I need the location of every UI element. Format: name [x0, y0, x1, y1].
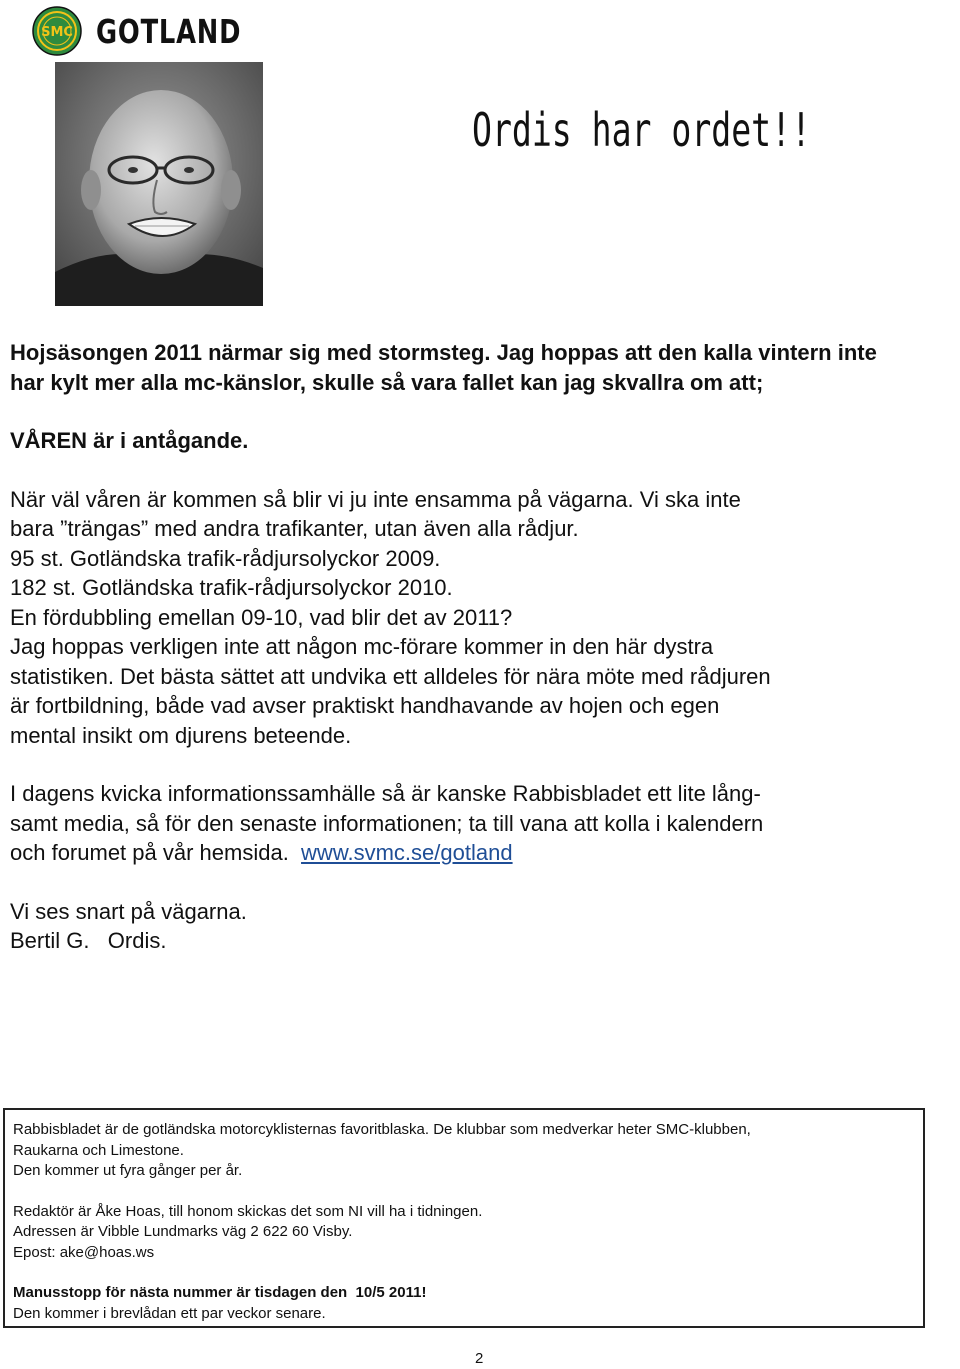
website-link[interactable]: www.svmc.se/gotland [301, 840, 513, 865]
deer-line: mental insikt om djurens beteende. [10, 722, 352, 748]
spring-line: VÅREN är i antågande. [10, 428, 249, 453]
info-box-line: Adressen är Vibble Lundmarks väg 2 622 60 Visby. [13, 1223, 353, 1240]
info-box-line: Rabbisbladet är de gotländska motorcyklisternas favoritblaska. De klubbar som medverkar heter SMC-klubben, [13, 1121, 751, 1138]
deer-line: När väl våren är kommen så blir vi ju inte ensamma på vägarna. Vi ska inte [10, 486, 741, 512]
deer-line: En fördubbling emellan 09-10, vad blir det av 2011? [10, 604, 513, 630]
signature-line: Bertil G. Ordis. [10, 928, 167, 953]
page-number: 2 [475, 1350, 484, 1367]
info-box-line: Epost: ake@hoas.ws [13, 1243, 155, 1261]
deadline-line: Manusstopp för nästa nummer är tisdagen den 10/5 2011! [13, 1284, 427, 1301]
article-body [10, 338, 910, 956]
portrait-photo-icon [55, 62, 263, 306]
info-box-line: Raukarna och Limestone. [13, 1141, 184, 1159]
logo-text: SMC [41, 25, 73, 40]
page-headline: Ordis har ordet!! [472, 103, 811, 157]
deer-line: är fortbildning, både vad avser praktiskt handhavande av hojen och egen [10, 693, 720, 718]
info-box-line: Den kommer i brevlådan ett par veckor senare. [13, 1304, 326, 1322]
info-line-text: och forumet på vår hemsida. [10, 840, 289, 865]
deer-line: statistiken. Det bästa sättet att undvika ett alldeles för nära möte med rådjuren [10, 663, 771, 689]
brand-title: GOTLAND [96, 12, 242, 51]
closing-line: Vi ses snart på vägarna. [10, 898, 247, 924]
deer-line: 182 st. Gotländska trafik-rådjursolyckor 2010. [10, 575, 453, 600]
info-box-line: Redaktör är Åke Hoas, till honom skickas det som NI vill ha i tidningen. [13, 1202, 483, 1220]
smc-club-emblem-icon [32, 6, 82, 56]
deer-line: bara ”trängas” med andra trafikanter, utan även alla rådjur. [10, 516, 579, 541]
deer-paragraph [10, 485, 910, 751]
info-line: samt media, så för den senaste informationen; ta till vana att kolla i kalendern [10, 810, 764, 836]
deer-line: Jag hoppas verkligen inte att någon mc-förare kommer in den här dystra [10, 634, 714, 659]
info-line [10, 838, 910, 868]
info-line: I dagens kvicka informationssamhälle så är kanske Rabbisbladet ett lite lång- [10, 781, 761, 806]
info-box [3, 1108, 925, 1328]
info-box-line: Den kommer ut fyra gånger per år. [13, 1162, 243, 1179]
deer-line: 95 st. Gotländska trafik-rådjursolyckor 2009. [10, 545, 441, 571]
intro-paragraph: Hojsäsongen 2011 närmar sig med stormsteg. Jag hoppas att den kalla vintern inte har kylt mer alla mc-känslor, skulle så vara fallet kan jag skvallra om att; [10, 340, 877, 395]
info-paragraph [10, 779, 910, 868]
